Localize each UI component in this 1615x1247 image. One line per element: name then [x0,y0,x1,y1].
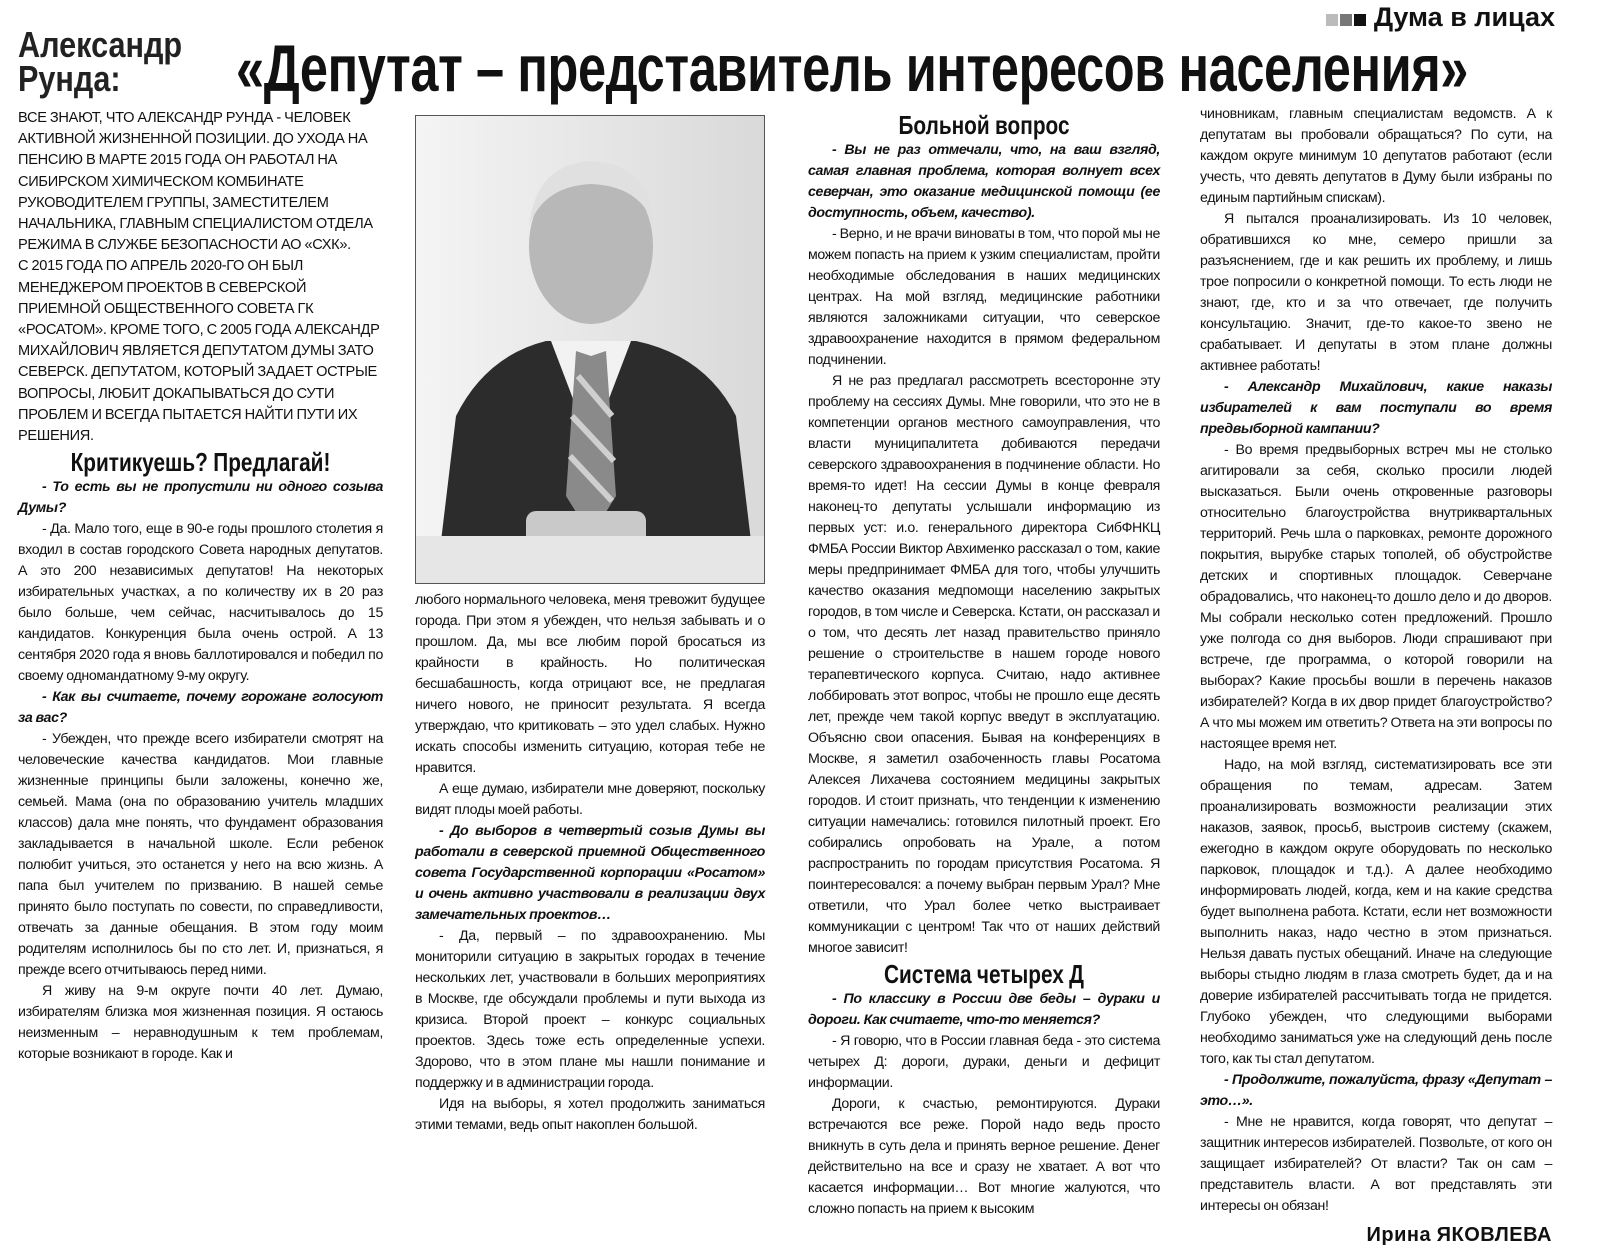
column-3 [808,110,1160,1220]
portrait-photo [415,115,765,584]
column-1 [18,108,383,1065]
rubric-label: Дума в лицах [1373,2,1555,32]
question: - До выборов в четвертый созыв Думы вы работали в северской приемной Общественного совета Государственной корпорации «Росатом» и очень активно участвовали в реализации двух замечательных проектов… [415,823,765,923]
subheading: Система четырех Д [884,959,1084,989]
intro-paragraph: ВСЕ ЗНАЮТ, ЧТО АЛЕКСАНДР РУНДА - ЧЕЛОВЕК АКТИВНОЙ ЖИЗНЕННОЙ ПОЗИЦИИ. ДО УХОДА НА ПЕНСИЮ В МАРТЕ 2015 ГОДА ОН РАБОТАЛ НА СИБИРСКОМ ХИМИЧЕСКОМ КОМБИНАТЕ РУКОВОДИТЕЛЕМ ГРУППЫ, ЗАМЕСТИТЕЛЕМ НАЧАЛЬНИКА, ГЛАВНЫМ СПЕЦИАЛИСТОМ ОТДЕЛА РЕЖИМА В СЛУЖБЕ БЕЗОПАСНОСТИ АО «СХК». [18,110,373,254]
rubric-squares-icon [1326,2,1368,33]
interviewee-name [18,24,183,99]
column-2 [415,590,765,1136]
answer: - Я говорю, что в России главная беда - это система четырех Д: дороги, дураки, деньги и дефицит информации. [808,1033,1160,1091]
paragraph: чиновникам, главным специалистам ведомств. А к депутатам вы пробовали обращаться? По сути, на каждом округе минимум 10 депутатов работают (если учесть, что девять депутатов в Думу были избраны по единым партийным спискам). [1200,106,1552,206]
paragraph: любого нормального человека, меня тревожит будущее города. При этом я убежден, что нельзя забывать и о прошлом. Да, мы все любим порой бросаться из крайности в крайность. Но политическая бесшабашность, когда отрицают все, не предлагая ничего нового, не приносит результата. Я всегда утверждаю, что критиковать – это удел слабых. Нужно искать способы изменить ситуацию, которая тебе не нравится. [415,592,765,776]
paragraph: Я не раз предлагал рассмотреть всесторонне эту проблему на сессиях Думы. Мне говорили, что это не в компетенции органов местного самоуправления, что власти муниципалитета добиваются передачи северского здравоохранения в подчинение области. Но время-то идет! На сессии Думы в конце февраля наконец-то депутаты услышали информацию из первых уст: и.о. генерального директора СибФНКЦ ФМБА России Виктор Авхименко рассказал о том, какие меры предпринимает ФМБА для того, чтобы улучшить качество оказания медпомощи населению закрытых городов, в том числе и Северска. Кстати, он рассказал и о том, что десять лет назад правительство приняло решение о строительстве в нашем городе нового терапевтического корпуса. Считаю, надо активнее лоббировать этот вопрос, чтобы не прошло еще десять лет, прежде чем такой корпус введут в эксплуатацию. Объясню свои опасения. Бывая на конференциях в Москве, я заметил озабоченность главы Росатома Алексея Лихачева состоянием медицины закрытых городов. И стоит признать, что тенденции к изменению ситуации намечались: готовился пилотный проект. Его собирались опробовать на Урале, а потом распространить по городам присутствия Росатома. Я поинтересовался: а почему выбран первым Урал? Мне ответили, что Урал более четко выстраивает коммуникации с центром! Так что от наших действий многое зависит! [808,373,1160,956]
question: - То есть вы не пропустили ни одного созыва Думы? [18,479,383,517]
interviewee-first-name: Александр [18,24,183,65]
question: - По классику в России две беды – дураки и дороги. Как считаете, что-то меняется? [808,991,1160,1028]
subheading: Больной вопрос [898,110,1070,140]
rubric [1326,2,1555,33]
question: - Вы не раз отмечали, что, на ваш взгляд, самая главная проблема, которая волнует всех северчан, это оказание медицинской помощи (ее доступность, объем, качество). [808,142,1160,221]
answer: - Убежден, что прежде всего избиратели смотрят на человеческие качества кандидатов. Мои главные жизненные принципы были заложены, конечно же, семьей. Мама (она по образованию учитель младших классов) дала мне понять, что фундамент образования закладывается в начальной школе. Если ребенок полюбит учиться, это останется у него на всю жизнь. А папа был учителем по призванию. В нашей семье принято было поступать по совести, по справедливости, отвечать за данные обещания. В этом году моим родителям исполнилось бы по сто лет. И, признаться, я прежде всего отчитываюсь перед ними. [18,731,383,979]
subheading: Критикуешь? Предлагай! [70,447,331,478]
answer: - Во время предвыборных встреч мы не столько агитировали за себя, сколько просили людей высказаться. Были очень откровенные разговоры относительно благоустройства внутриквартальных территорий. Речь шла о парковках, ремонте дорожного покрытия, вырубке старых тополей, об обустройстве детских и спортивных площадок. Северчане обрадовались, что наконец-то дошло дело и до дворов. Мы собрали несколько сотен предложений. Прошло уже полгода со дня выборов. Люди спрашивают при встрече, где программа, о которой говорили на выборах? Какие просьбы вошли в перечень наказов избирателей? Когда в их двор придет благоустройство? А что мы можем им ответить? Ответа на эти вопросы по настоящее время нет. [1200,442,1552,752]
author-signature: Ирина ЯКОВЛЕВА [1366,1224,1552,1246]
intro-paragraph: С 2015 ГОДА ПО АПРЕЛЬ 2020-ГО ОН БЫЛ МЕНЕДЖЕРОМ ПРОЕКТОВ В СЕВЕРСКОЙ ПРИЕМНОЙ ОБЩЕСТВЕННОГО СОВЕТА ГК «РОСАТОМ». КРОМЕ ТОГО, С 2005 ГОДА АЛЕКСАНДР МИХАЙЛОВИЧ ЯВЛЯЕТСЯ ДЕПУТАТОМ ДУМЫ ЗАТО СЕВЕРСК. ДЕПУТАТОМ, КОТОРЫЙ ЗАДАЕТ ОСТРЫЕ ВОПРОСЫ, ЛЮБИТ ДОКАПЫВАТЬСЯ ДО СУТИ ПРОБЛЕМ И ВСЕГДА ПЫТАЕТСЯ НАЙТИ ПУТИ ИХ РЕШЕНИЯ. [18,258,380,445]
paragraph: Идя на выборы, я хотел продолжить заниматься этими темами, ведь опыт накоплен большой. [415,1096,765,1133]
question: - Как вы считаете, почему горожане голосуют за вас? [18,689,383,727]
lead-intro [18,108,383,447]
interviewee-last-name: Рунда: [18,58,121,99]
answer: - Мне не нравится, когда говорят, что депутат – защитник интересов избирателей. Позвольте, от кого он защищает избирателей? От власти? Так он сам – представитель власти. А вот представлять эти интересы он обязан! [1200,1114,1552,1214]
paragraph: Надо, на мой взгляд, систематизировать все эти обращения по темам, адресам. Затем проанализировать возможности реализации этих наказов, заявок, просьб, выстроив систему (скажем, ежегодно в каждом округе оборудовать по несколько парковок, площадок и т.д.). А далее необходимо информировать людей, когда, кем и на какие средства будет выполнена работа. Кстати, если нет возможности выполнить наказ, надо честно в этом признаться. Нельзя давать пустых обещаний. Иначе на следующие выборы стыдно людям в глаза смотреть будет, да и на доверие избирателей рассчитывать тогда не придется. Глубоко убежден, что следующими выборами необходимо заниматься уже на следующий день после того, как ты стал депутатом. [1200,757,1552,1067]
answer: - Верно, и не врачи виноваты в том, что порой мы не можем попасть на прием к узким специалистам, пройти необходимые обследования в наших медицинских центрах. На мой взгляд, медицинские работники являются заложниками ситуации, что северское здравоохранение находится в прямом федеральном подчинении. [808,226,1160,368]
portrait-illustration [416,116,764,583]
paragraph: Дороги, к счастью, ремонтируются. Дураки встречаются все реже. Порой надо ведь просто вникнуть в суть дела и принять верное решение. Денег действительно на все и сразу не хватает. А вот что касается информации… Вот многие жалуются, что сложно попасть на прием к высоким [808,1096,1160,1217]
paragraph: Я живу на 9-м округе почти 40 лет. Думаю, избирателям близка моя жизненная позиция. Я остаюсь неизменным – неравнодушным к тем проблемам, которые возникают в городе. Как и [18,983,383,1063]
paragraph: А еще думаю, избиратели мне доверяют, поскольку видят плоды моей работы. [415,781,765,818]
paragraph: Я пытался проанализировать. Из 10 человек, обратившихся ко мне, семеро пришли за разъяснением, где и как решить их проблему, и лишь трое попросили о конкретной помощи. То есть люди не знают, где, кто и за что отвечает, где получить консультацию. Значит, где-то какое-то звено не срабатывает. И депутаты в этом плане должны активнее работать! [1200,211,1552,374]
question: - Продолжите, пожалуйста, фразу «Депутат – это…». [1200,1072,1552,1109]
headline: «Депутат – представитель интересов населения» [236,31,1468,105]
column-4 [1200,104,1552,1247]
answer: - Да, первый – по здравоохранению. Мы мониторили ситуацию в закрытых городах в течение нескольких лет, участвовали в больших мероприятиях в Москве, где обсуждали проблемы и пути выхода из кризиса. Второй проект – конкурс социальных проектов. Здесь тоже есть определенные успехи. Здорово, что в этом плане мы нашли понимание и поддержку и в администрации города. [415,928,765,1091]
question: - Александр Михайлович, какие наказы избирателей к вам поступали во время предвыборной кампании? [1200,379,1552,437]
answer: - Да. Мало того, еще в 90-е годы прошлого столетия я входил в состав городского Совета народных депутатов. А это 200 независимых депутатов! На некоторых избирательных участках, а по количеству их в 20 раз было больше, чем сейчас, насчитывалось до 15 кандидатов. Конкуренция была очень острой. А 13 сентября 2020 года я вновь баллотировался и победил по своему одномандатному 9-му округу. [18,521,383,685]
